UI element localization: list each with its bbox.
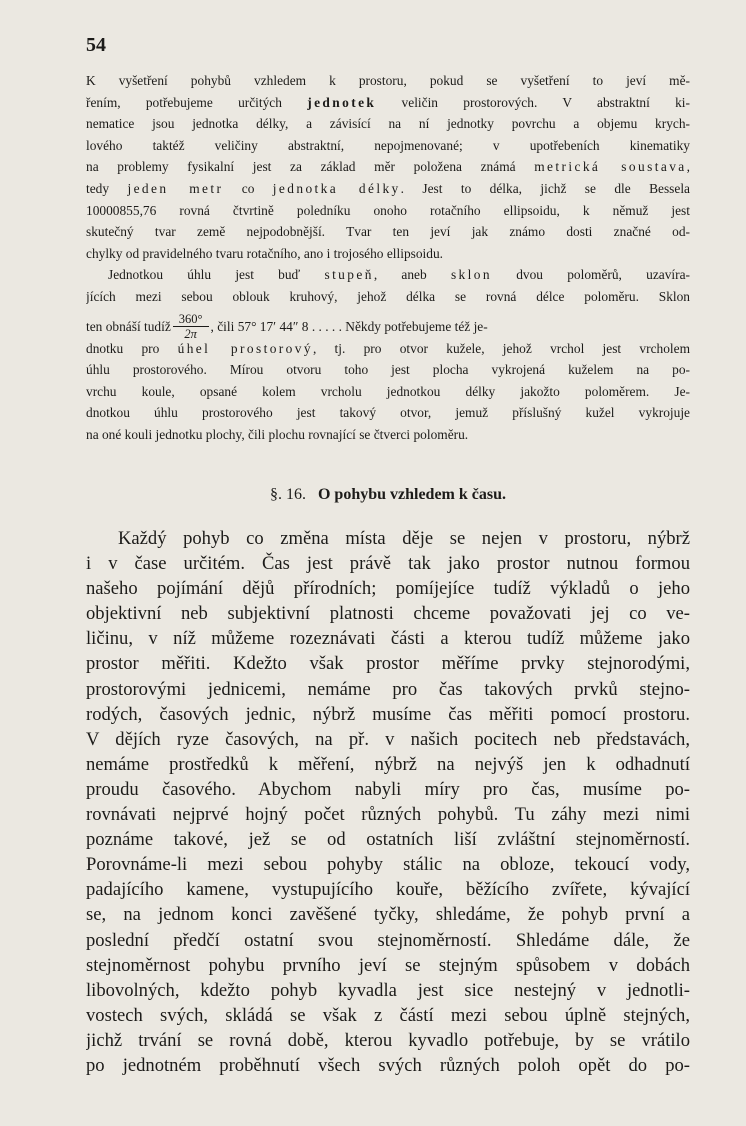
- main-paragraph: [86, 526, 690, 1078]
- text-line: padajícího kamene, vystupujícího kouře, běžícího zvířete, kývající: [86, 879, 690, 901]
- fraction-denominator: 2π: [184, 327, 197, 342]
- spaced-term: metrická soustava: [534, 159, 687, 175]
- spaced-term: jednotek: [307, 94, 377, 110]
- text-line: řením, potřebujeme určitých jednotek veličin prostorových. V abstraktní ki-: [86, 94, 690, 110]
- text-line: rovnávati nejprvé hojný počet různých pohybů. Tu záhy mezi nimi: [86, 804, 690, 826]
- text-line: ličinu, v níž můžeme rozeznávati části a kterou tudíž můžeme jako: [86, 628, 690, 650]
- text-line: Každý pohyb co změna místa děje se nejen v prostoru, nýbrž: [118, 528, 690, 549]
- spaced-term: sklon: [450, 267, 492, 283]
- text-line: poslední předčí ostatní svou stejnoměrností. Shledáme dále, že: [86, 929, 690, 951]
- text-line: vrchu koule, opsané kolem vrcholu jednotkou délky jakožto poloměrem. Je-: [86, 383, 690, 399]
- text-line: stejnoměrnost pohybu prvního jeví se stejným spůsobem v dobách: [86, 954, 690, 976]
- text-line: nematice jsou jednotka délky, a závisící na ní jednotky povrchu a objemu krych-: [86, 116, 690, 132]
- section-number: §. 16.: [269, 486, 306, 503]
- text-line: V dějích ryze časových, na př. v našich pocitech neb představách,: [86, 728, 690, 750]
- spaced-term: úhel prostorový: [177, 340, 313, 356]
- text-line: na oné kouli jednotku plochy, čili plochu rovnající se čtverci poloměru.: [86, 426, 469, 442]
- text-line: se, na jednom konci zavěšené tyčky, shledáme, že pohyb první a: [86, 904, 690, 926]
- text-line: 10000855,76 rovná čtvrtině poledníku onoho rotačního ellipsoidu, k němuž jest: [86, 202, 690, 218]
- text-line: K vyšetření pohybů vzhledem k prostoru, pokud se vyšetření to jeví mě-: [86, 73, 690, 88]
- text-line: rodých, časových jednic, nýbrž musíme čas měřiti pomocí prostoru.: [86, 703, 690, 725]
- text-line: po jednotném proběhnutí všech svých různých poloh opět do po-: [86, 1054, 690, 1076]
- section-heading: [86, 486, 690, 504]
- section-title: O pohybu vzhledem k času.: [317, 486, 507, 503]
- fraction-numerator: 360°: [173, 312, 209, 327]
- text-line: jichž trvání se rovná době, kterou kyvadlo potřebuje, by se vrátilo: [86, 1029, 690, 1051]
- spaced-term: jednotka délky: [272, 180, 401, 196]
- text-line: proudu časového. Abychom nabyli míry pro čas, musíme po-: [86, 778, 690, 800]
- formula-line: ten obnáší tudíž $\frac{360^\circ}{2\pi}$ , čili 57° 17′ 44″ 8 . . . . . Někdy potřebujeme též je-: [86, 312, 488, 342]
- text-line: i v čase určitém. Čas jest právě tak jako prostor nutnou formou: [86, 553, 690, 575]
- text-line: jících mezi sebou oblouk kruhový, jehož délka se rovná délce poloměru. Sklon: [86, 288, 690, 304]
- fraction: [173, 312, 209, 341]
- text-line: našeho pojímání dějů přírodních; pomíjejíce tudíž výkladů o jeho: [86, 578, 690, 600]
- text-line: poznáme takové, jež se od ostatních liší zvláštní stejnoměrností.: [86, 829, 690, 851]
- text-line: vostech svých, skládá se však z částí mezi sebou úplně stejných,: [86, 1004, 690, 1026]
- text-line: libovolných, kdežto pohyb kyvadla jest sice nestejný v jednotli-: [86, 979, 690, 1001]
- small-print-section: [86, 70, 690, 446]
- text-line: objektivní neb subjektivní platnosti chceme považovati jej co ve-: [86, 603, 690, 625]
- text-line: lového taktéž veličiny abstraktní, nepojmenované; v upotřebeních kinematiky: [86, 137, 690, 153]
- text-line: nemáme prostředků k měření, nýbrž na nejvýš jen k odhadnutí: [86, 753, 690, 775]
- spaced-term: jeden metr: [127, 180, 224, 196]
- text-line: prostorovými jednicemi, nemáme pro čas takových prvků stejno-: [86, 678, 690, 700]
- text-line: na problemy fysikalní jest za základ měr položena známá metrická soustava,: [86, 159, 690, 175]
- spaced-term: stupeň: [324, 267, 374, 283]
- text-line: chylky od pravidelného tvaru rotačního, ano i trojosého ellipsoidu.: [86, 245, 444, 261]
- text-line: úhlu prostorového. Mírou otvoru toho jest plocha vykrojená kuželem na po-: [86, 362, 690, 378]
- text-line: skutečný tvar země nejpodobnější. Tvar ten jeví jak známo dosti značné od-: [86, 224, 690, 240]
- page-number: 54: [86, 34, 106, 56]
- text-line: Porovnáme-li mezi sebou pohyby stálic na obloze, tekoucí vody,: [86, 854, 690, 876]
- text-line: dnotkou úhlu prostorového jest takový otvor, jemuž příslušný kužel vykrojuje: [86, 405, 690, 421]
- text-line: tedy jeden metr co jednotka délky. Jest to délka, jichž se dle Bessela: [86, 180, 690, 196]
- text-line: Jednotkou úhlu jest buď stupeň, aneb sklon dvou poloměrů, uzavíra-: [108, 267, 690, 283]
- text-line: prostor měřiti. Kdežto však prostor měříme prvky stejnorodými,: [86, 653, 690, 675]
- text-line: dnotku pro úhel prostorový, tj. pro otvor kužele, jehož vrchol jest vrcholem: [86, 340, 690, 356]
